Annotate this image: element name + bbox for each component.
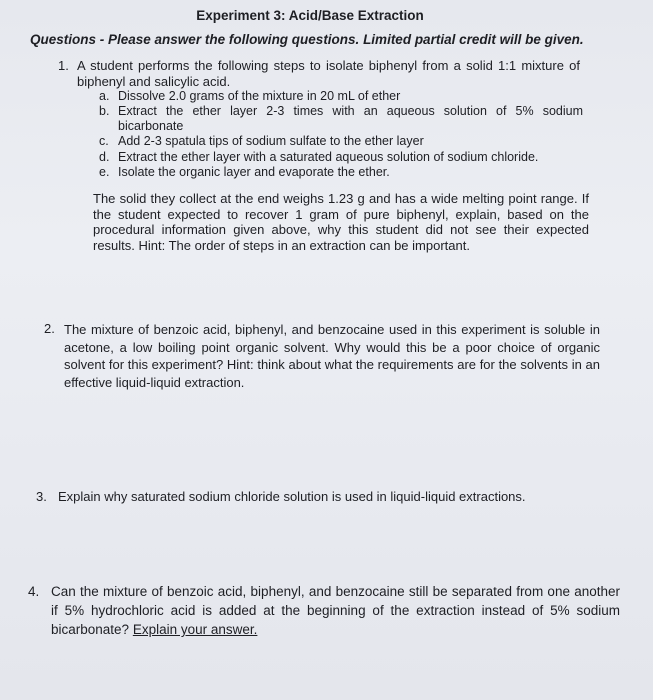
question-1-followup [93, 191, 589, 253]
question-text: The mixture of benzoic acid, biphenyl, and benzocaine used in this experiment is soluble in acetone, a low boiling point organic solvent. Why would this be a poor choice of organic solvent for this experiment? Hint: think about what the requirements are for the solvents in an effective liquid-liquid extraction. [64, 322, 600, 390]
step-letter: b. [99, 104, 110, 118]
question-number: 4. [28, 584, 40, 599]
question-number: 1. [58, 58, 69, 73]
question-body: Can the mixture of benzoic acid, biphenyl, and benzocaine still be separated from one another if 5% hydrochloric acid is added at the beginning of the extraction instead of 5% sodium bicarbonate? [51, 584, 620, 637]
page-title: Experiment 3: Acid/Base Extraction [196, 8, 424, 23]
step-letter: d. [99, 150, 110, 164]
step-text: Extract the ether layer 2-3 times with an aqueous solution of 5% sodium bicarbonate [118, 104, 583, 133]
question-1 [58, 58, 580, 90]
explain-emphasis: Explain your answer. [132, 622, 258, 637]
question-text: The solid they collect at the end weighs 1.23 g and has a wide melting point range. If the student expected to recover 1 gram of pure biphenyl, explain, based on the procedural information given above, why this student did not see their expected results. Hint: The order of steps in an extraction can be important. [93, 191, 589, 253]
step-letter: a. [99, 89, 110, 103]
step-text: Isolate the organic layer and evaporate the ether. [118, 165, 390, 179]
question-4 [28, 582, 620, 639]
question-number: 2. [44, 321, 55, 336]
question-3 [36, 489, 596, 505]
step-text: Add 2-3 spatula tips of sodium sulfate to the ether layer [118, 134, 424, 148]
step-letter: c. [99, 134, 109, 148]
step-text: Dissolve 2.0 grams of the mixture in 20 mL of ether [118, 89, 401, 103]
step-letter: e. [99, 165, 110, 179]
question-text [51, 582, 620, 639]
instructions-heading: Questions - Please answer the following questions. Limited partial credit will be given. [30, 32, 584, 47]
question-2 [44, 321, 600, 391]
question-text: Explain why saturated sodium chloride solution is used in liquid-liquid extractions. [58, 489, 526, 504]
step-text: Extract the ether layer with a saturated aqueous solution of sodium chloride. [118, 150, 539, 164]
question-number: 3. [36, 489, 47, 504]
question-text: A student performs the following steps to isolate biphenyl from a solid 1:1 mixture of biphenyl and salicylic acid. [77, 58, 580, 89]
